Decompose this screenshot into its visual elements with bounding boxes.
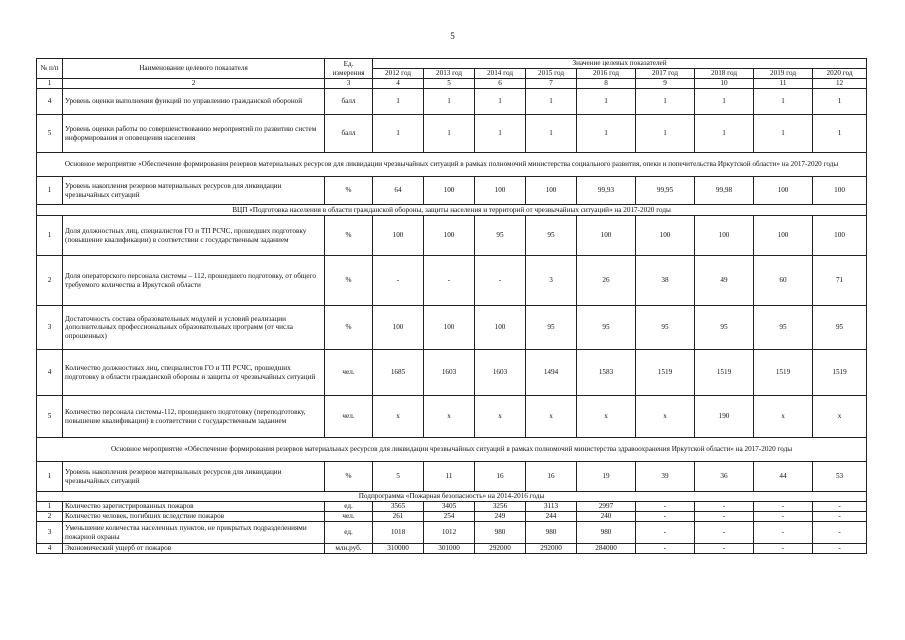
- header-year: 2013 год: [424, 69, 475, 79]
- indicator-value: 44: [754, 462, 813, 492]
- section-title: Подпрограмма «Пожарная безопасность» на 2014-2016 годы: [37, 492, 867, 502]
- indicator-value: 100: [813, 177, 867, 205]
- indicator-name: Уменьшение количества населенных пунктов, не прикрытых подразделениями пожарной охраны: [63, 522, 325, 544]
- table-row: [37, 256, 867, 306]
- indicator-value: 19: [577, 462, 636, 492]
- indicator-value: 1: [813, 115, 867, 153]
- indicator-value: 292000: [475, 544, 526, 554]
- unit: ед.: [325, 502, 373, 512]
- table-body: [37, 89, 867, 554]
- indicator-value: x: [526, 396, 577, 438]
- indicator-value: 1: [754, 115, 813, 153]
- indicator-value: 1519: [636, 350, 695, 396]
- indicator-value: 261: [373, 512, 424, 522]
- indicator-value: -: [695, 522, 754, 544]
- indicator-value: 95: [526, 216, 577, 256]
- indicator-value: 3256: [475, 502, 526, 512]
- section-row: [37, 492, 867, 502]
- indicator-value: 100: [475, 306, 526, 350]
- indicator-value: 100: [695, 216, 754, 256]
- indicator-value: 100: [373, 306, 424, 350]
- indicator-value: 1: [754, 89, 813, 115]
- row-number: 4: [37, 544, 63, 554]
- indicator-value: 1519: [813, 350, 867, 396]
- indicator-value: 100: [373, 216, 424, 256]
- header-year: 2014 год: [475, 69, 526, 79]
- section-row: [37, 205, 867, 216]
- row-number: 2: [37, 256, 63, 306]
- indicator-value: x: [475, 396, 526, 438]
- indicator-value: 3565: [373, 502, 424, 512]
- indicator-value: 36: [695, 462, 754, 492]
- indicator-value: -: [813, 522, 867, 544]
- indicator-value: 1519: [695, 350, 754, 396]
- row-number: 2: [37, 512, 63, 522]
- indicator-value: 310000: [373, 544, 424, 554]
- indicator-value: 1: [577, 89, 636, 115]
- unit: %: [325, 177, 373, 205]
- indicator-value: 3405: [424, 502, 475, 512]
- column-number: 4: [373, 79, 424, 89]
- header-indicator-name: Наименование целевого показателя: [63, 59, 325, 79]
- indicator-value: 1603: [424, 350, 475, 396]
- indicator-name: Количество должностных лиц, специалистов ГО и ТП РСЧС, прошедших подготовку в области гражданской обороны и защиты от чрезвычайных ситуаций: [63, 350, 325, 396]
- indicator-value: -: [475, 256, 526, 306]
- indicator-value: -: [636, 502, 695, 512]
- indicator-value: 1: [636, 89, 695, 115]
- indicator-name: Доля операторского персонала системы – 112, прошедшего подготовку, от общего требуемого количества в Иркутской области: [63, 256, 325, 306]
- indicator-value: 100: [475, 177, 526, 205]
- indicator-value: 95: [754, 306, 813, 350]
- indicator-value: 1: [636, 115, 695, 153]
- indicator-value: 100: [526, 177, 577, 205]
- row-number: 4: [37, 89, 63, 115]
- unit: %: [325, 256, 373, 306]
- table-row: [37, 350, 867, 396]
- row-number: 5: [37, 396, 63, 438]
- table-row: [37, 522, 867, 544]
- indicator-value: 244: [526, 512, 577, 522]
- indicator-value: 5: [373, 462, 424, 492]
- row-number: 5: [37, 115, 63, 153]
- indicator-value: 1012: [424, 522, 475, 544]
- indicator-value: 1: [526, 89, 577, 115]
- indicator-value: 1: [695, 89, 754, 115]
- indicator-value: 980: [475, 522, 526, 544]
- header-year: 2015 год: [526, 69, 577, 79]
- unit: чел.: [325, 396, 373, 438]
- indicator-value: 1: [424, 89, 475, 115]
- row-number: 1: [37, 462, 63, 492]
- indicator-value: 95: [526, 306, 577, 350]
- indicator-value: -: [754, 512, 813, 522]
- table-row: [37, 177, 867, 205]
- indicator-value: 1: [526, 115, 577, 153]
- indicator-value: -: [813, 502, 867, 512]
- row-number: 1: [37, 177, 63, 205]
- row-number: 3: [37, 522, 63, 544]
- column-number: 3: [325, 79, 373, 89]
- indicator-name: Количество зарегистрированных пожаров: [63, 502, 325, 512]
- indicator-value: 240: [577, 512, 636, 522]
- indicator-value: 1583: [577, 350, 636, 396]
- table-row: [37, 115, 867, 153]
- indicator-value: 292000: [526, 544, 577, 554]
- header-year: 2012 год: [373, 69, 424, 79]
- indicator-value: 284000: [577, 544, 636, 554]
- indicator-value: 100: [754, 216, 813, 256]
- indicator-value: -: [695, 544, 754, 554]
- indicator-value: x: [424, 396, 475, 438]
- indicator-value: -: [373, 256, 424, 306]
- unit: чел.: [325, 350, 373, 396]
- indicator-value: 1519: [754, 350, 813, 396]
- table-row: [37, 396, 867, 438]
- indicator-name: Доля должностных лиц, специалистов ГО и ТП РСЧС, прошедших подготовку (повышение квалификации) в соответствии с государственным заданием: [63, 216, 325, 256]
- indicator-value: 16: [526, 462, 577, 492]
- indicator-value: 1: [813, 89, 867, 115]
- section-title: Основное мероприятие «Обеспечение формирования резервов материальных ресурсов для ликвидации чрезвычайных ситуаций в рамках полномочий министерства здравоохранения Иркутской области» на 2017-2020 годы: [37, 438, 867, 462]
- indicator-value: x: [373, 396, 424, 438]
- indicator-value: -: [695, 512, 754, 522]
- page-number: 5: [450, 31, 455, 41]
- indicator-value: -: [424, 256, 475, 306]
- indicator-value: 980: [577, 522, 636, 544]
- indicator-value: -: [754, 522, 813, 544]
- indicator-value: 60: [754, 256, 813, 306]
- column-number: 7: [526, 79, 577, 89]
- indicator-value: 249: [475, 512, 526, 522]
- indicator-name: Уровень накопления резервов материальных ресурсов для ликвидации чрезвычайных ситуаций: [63, 462, 325, 492]
- unit: %: [325, 462, 373, 492]
- indicator-value: 49: [695, 256, 754, 306]
- table-row: [37, 89, 867, 115]
- table-row: [37, 306, 867, 350]
- column-number: 10: [695, 79, 754, 89]
- indicator-name: Количество человек, погибших вследствие пожаров: [63, 512, 325, 522]
- row-number: 1: [37, 216, 63, 256]
- indicator-value: 3113: [526, 502, 577, 512]
- indicator-value: 1: [475, 115, 526, 153]
- indicator-value: 1685: [373, 350, 424, 396]
- indicator-value: 1603: [475, 350, 526, 396]
- header-unit: Ед. измерения: [325, 59, 373, 79]
- indicator-value: 1494: [526, 350, 577, 396]
- indicator-value: 64: [373, 177, 424, 205]
- indicator-value: -: [695, 502, 754, 512]
- unit: %: [325, 306, 373, 350]
- unit: %: [325, 216, 373, 256]
- row-number: 4: [37, 350, 63, 396]
- header-year: 2017 год: [636, 69, 695, 79]
- indicator-name: Экономический ущерб от пожаров: [63, 544, 325, 554]
- indicator-value: 99,93: [577, 177, 636, 205]
- indicator-value: 16: [475, 462, 526, 492]
- indicator-value: -: [754, 544, 813, 554]
- indicator-value: 100: [577, 216, 636, 256]
- indicator-value: 1: [424, 115, 475, 153]
- indicator-value: x: [577, 396, 636, 438]
- indicator-value: 100: [813, 216, 867, 256]
- table-row: [37, 462, 867, 492]
- column-number: 5: [424, 79, 475, 89]
- indicator-value: 26: [577, 256, 636, 306]
- indicator-name: Достаточность состава образовательных модулей и условий реализации дополнительных профессиональных образовательных программ (от числа опрошенных): [63, 306, 325, 350]
- column-number: 6: [475, 79, 526, 89]
- column-number: 2: [63, 79, 325, 89]
- column-number: 11: [754, 79, 813, 89]
- indicator-value: 2997: [577, 502, 636, 512]
- indicator-name: Уровень оценки работы по совершенствованию мероприятий по развитию систем информирования и оповещения населения: [63, 115, 325, 153]
- section-row: [37, 153, 867, 177]
- column-number: 8: [577, 79, 636, 89]
- column-number: 9: [636, 79, 695, 89]
- header-year: 2016 год: [577, 69, 636, 79]
- indicator-value: 39: [636, 462, 695, 492]
- indicator-value: 95: [695, 306, 754, 350]
- unit: балл: [325, 115, 373, 153]
- indicator-value: 38: [636, 256, 695, 306]
- header-num: № п/п: [37, 59, 63, 79]
- indicator-value: x: [813, 396, 867, 438]
- indicator-value: 99,95: [636, 177, 695, 205]
- header-year: 2018 год: [695, 69, 754, 79]
- unit: млн.руб.: [325, 544, 373, 554]
- indicator-value: 980: [526, 522, 577, 544]
- indicator-value: -: [636, 512, 695, 522]
- indicator-value: x: [636, 396, 695, 438]
- indicator-value: 3: [526, 256, 577, 306]
- indicator-value: x: [754, 396, 813, 438]
- header-values-title: Значение целевых показателей: [373, 59, 867, 69]
- indicator-value: 95: [636, 306, 695, 350]
- indicator-value: 53: [813, 462, 867, 492]
- section-title: ВЦП «Подготовка населения в области гражданской обороны, защиты населения и территорий от чрезвычайных ситуаций» на 2017-2020 годы: [37, 205, 867, 216]
- column-number: 12: [813, 79, 867, 89]
- column-number: 1: [37, 79, 63, 89]
- indicator-value: 254: [424, 512, 475, 522]
- indicator-value: -: [813, 544, 867, 554]
- indicator-value: 99,98: [695, 177, 754, 205]
- unit: ед.: [325, 522, 373, 544]
- row-number: 3: [37, 306, 63, 350]
- indicator-value: 1: [373, 115, 424, 153]
- header-year: 2020 год: [813, 69, 867, 79]
- indicator-name: Уровень накопления резервов материальных ресурсов для ликвидации чрезвычайных ситуаций: [63, 177, 325, 205]
- header-year: 2019 год: [754, 69, 813, 79]
- indicator-value: 1: [373, 89, 424, 115]
- indicator-value: -: [636, 544, 695, 554]
- indicator-value: -: [636, 522, 695, 544]
- indicator-value: 1: [475, 89, 526, 115]
- indicator-value: 95: [577, 306, 636, 350]
- target-indicators-table: [36, 58, 867, 554]
- indicator-value: 190: [695, 396, 754, 438]
- indicator-value: 1018: [373, 522, 424, 544]
- indicator-value: 71: [813, 256, 867, 306]
- unit: балл: [325, 89, 373, 115]
- table-row: [37, 544, 867, 554]
- table-row: [37, 216, 867, 256]
- indicator-value: -: [813, 512, 867, 522]
- row-number: 1: [37, 502, 63, 512]
- indicator-value: -: [754, 502, 813, 512]
- indicator-value: 95: [813, 306, 867, 350]
- indicator-value: 1: [695, 115, 754, 153]
- section-row: [37, 438, 867, 462]
- indicator-name: Уровень оценки выполнения функций по управлению гражданской обороной: [63, 89, 325, 115]
- table-row: [37, 502, 867, 512]
- indicator-value: 100: [424, 306, 475, 350]
- indicator-value: 95: [475, 216, 526, 256]
- indicator-value: 100: [636, 216, 695, 256]
- indicator-value: 1: [577, 115, 636, 153]
- header-row-top: [37, 59, 867, 69]
- indicator-value: 100: [754, 177, 813, 205]
- indicator-value: 301000: [424, 544, 475, 554]
- indicator-value: 100: [424, 216, 475, 256]
- section-title: Основное мероприятие «Обеспечение формирования резервов материальных ресурсов для ликвидации чрезвычайных ситуаций в рамках полномочий министерства социального развития, опеки и попечительства Иркутской области» на 2017-2020 годы: [37, 153, 867, 177]
- indicator-value: 100: [424, 177, 475, 205]
- unit: чел.: [325, 512, 373, 522]
- header-column-numbers-row: [37, 79, 867, 89]
- indicator-name: Количество персонала системы-112, прошедшего подготовку (переподготовку, повышение квалификации) в соответствии с государственным заданием: [63, 396, 325, 438]
- indicator-value: 11: [424, 462, 475, 492]
- table-row: [37, 512, 867, 522]
